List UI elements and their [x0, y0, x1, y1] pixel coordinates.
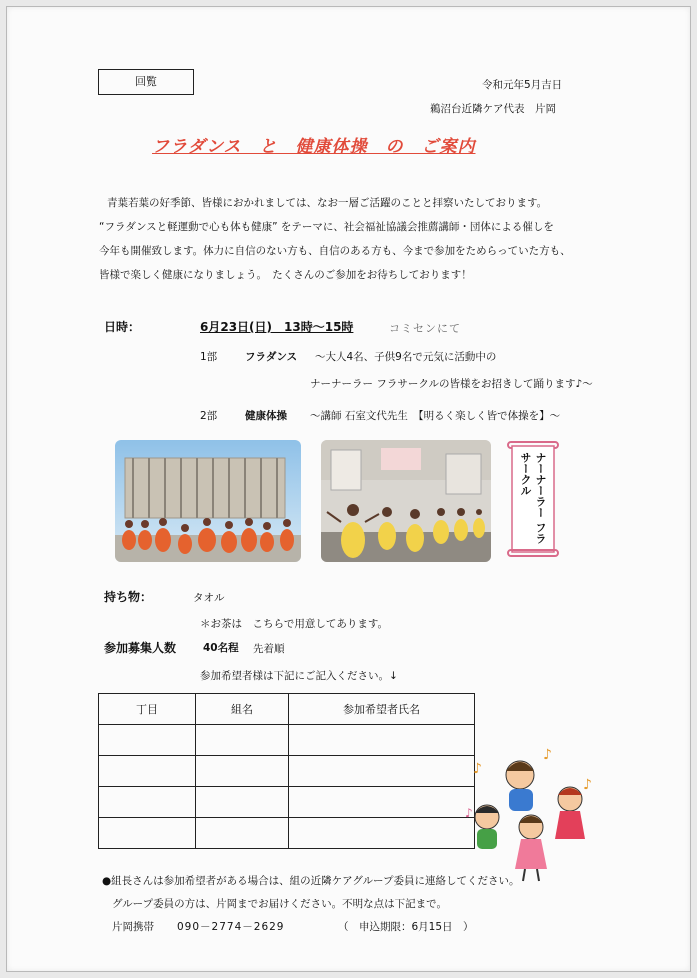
- page-title: フラダンス と 健康体操 の ご案内: [152, 137, 476, 157]
- part1-desc-2: ナーナーラー フラサークルの皆様をお招きして踊ります♪～: [310, 378, 593, 390]
- svg-text:♪: ♪: [473, 761, 482, 777]
- table-cell[interactable]: [289, 756, 475, 787]
- column-header: 丁目: [99, 694, 196, 725]
- intro-line-3: 今年も開催致します。体力に自信のない方も、自信のある方も、今まで参加をためらっていた方も、: [99, 245, 571, 257]
- svg-text:♪: ♪: [543, 747, 552, 763]
- indoor-dance-photo: [321, 440, 491, 562]
- items-note: ＊お茶は こちらで用意してあります。: [200, 618, 389, 630]
- circulation-box: 回覧: [98, 69, 194, 95]
- part2-desc: ～講師 石室文代先生 【明るく楽しく皆で体操を】～: [310, 410, 561, 422]
- part1-number: 1部: [200, 351, 218, 363]
- intro-line-2: “フラダンスと軽運動で心も体も健康” をテーマに、社会福祉協議会推薦講師・団体による催しを: [99, 221, 554, 233]
- table-header-row: [99, 694, 475, 725]
- part2-number: 2部: [200, 410, 218, 422]
- intro-line-1: 青葉若葉の好季節、皆様におかれましては、なお一層ご活躍のことと拝察いたしております。: [107, 197, 548, 209]
- table-cell[interactable]: [99, 787, 196, 818]
- signup-table: [98, 693, 475, 849]
- recruit-label: 参加募集人数: [104, 641, 177, 655]
- svg-text:♪: ♪: [583, 777, 592, 793]
- recruit-order: 先着順: [253, 643, 285, 655]
- table-row[interactable]: [99, 787, 475, 818]
- table-row[interactable]: [99, 818, 475, 849]
- table-cell[interactable]: [196, 756, 289, 787]
- table-row[interactable]: [99, 725, 475, 756]
- schedule-label: 日時：: [104, 320, 141, 334]
- place-note: コミセンにて: [389, 322, 461, 335]
- flyer-sheet: [6, 6, 691, 972]
- recruit-instruction: 参加希望者様は下記にご記入ください。↓: [200, 670, 398, 682]
- table-cell[interactable]: [99, 818, 196, 849]
- table-row[interactable]: [99, 756, 475, 787]
- footer-line-2: グループ委員の方は、片岡までお届けください。不明な点は下記まで。: [112, 898, 447, 910]
- footer-line-1: ●組長さんは参加希望者がある場合は、組の近隣ケアグループ委員に連絡してください。: [102, 875, 520, 887]
- items-label: 持ち物：: [104, 590, 153, 604]
- outdoor-dance-photo: [115, 440, 301, 562]
- deadline: （ 申込期限：6月15日 ）: [338, 921, 474, 933]
- sender: 鵜沼台近隣ケア代表 片岡: [430, 103, 556, 115]
- column-header: 組名: [196, 694, 289, 725]
- svg-text:♪: ♪: [465, 806, 473, 820]
- part1-name: フラダンス: [245, 351, 298, 363]
- items-value: タオル: [193, 592, 225, 604]
- kids-illustration: [465, 747, 600, 887]
- table-cell[interactable]: [99, 725, 196, 756]
- table-cell[interactable]: [99, 756, 196, 787]
- contact-phone[interactable]: 090－2774－2629: [177, 921, 285, 933]
- table-cell[interactable]: [289, 787, 475, 818]
- issue-date: 令和元年5月吉日: [482, 79, 563, 91]
- part2-name: 健康体操: [245, 410, 287, 422]
- circle-name-banner: [500, 440, 566, 562]
- banner-text: ナーナーラー フラサークル: [519, 452, 547, 544]
- column-header: 参加希望者氏名: [289, 694, 475, 725]
- table-cell[interactable]: [289, 818, 475, 849]
- table-cell[interactable]: [289, 725, 475, 756]
- intro-line-4: 皆様で楽しく健康になりましょう。 たくさんのご参加をお待ちしております！: [99, 269, 472, 281]
- table-cell[interactable]: [196, 818, 289, 849]
- table-cell[interactable]: [196, 787, 289, 818]
- schedule-datetime: 6月23日(日) 13時～15時: [200, 320, 354, 334]
- recruit-count: 40名程: [203, 642, 239, 654]
- part1-desc: ～大人4名、子供9名で元気に活動中の: [315, 351, 497, 363]
- contact-name: 片岡携帯: [112, 921, 154, 933]
- table-cell[interactable]: [196, 725, 289, 756]
